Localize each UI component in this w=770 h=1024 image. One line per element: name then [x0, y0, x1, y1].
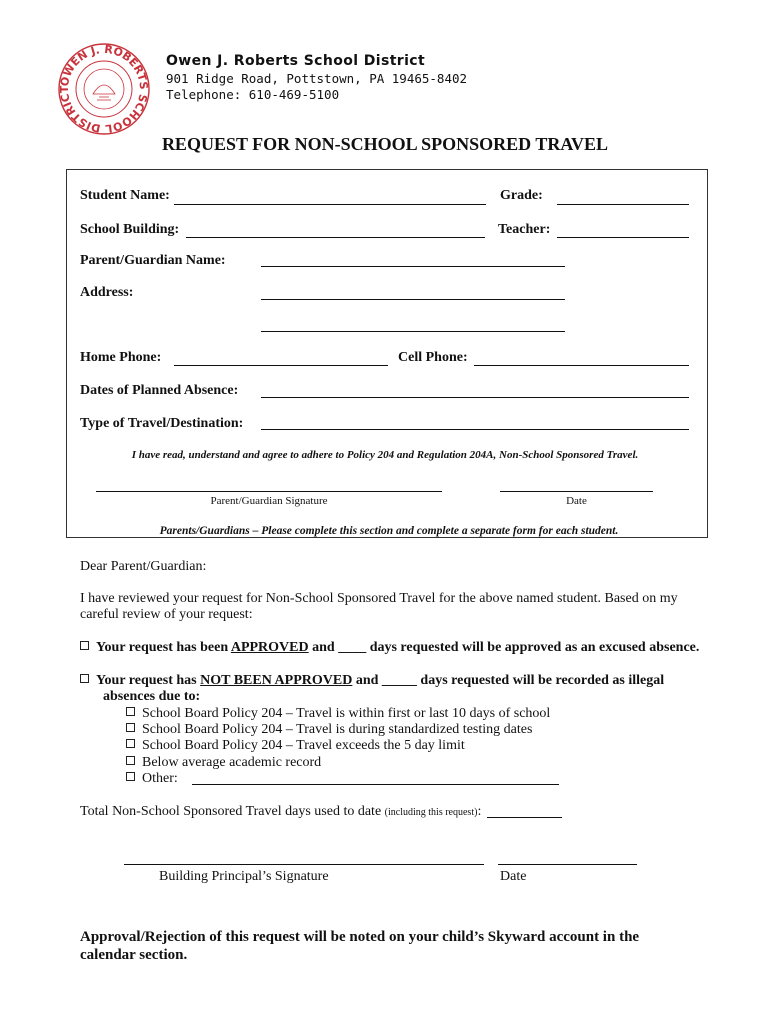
principal-date-label: Date	[500, 869, 527, 884]
not-approved-continuation: absences due to:	[103, 689, 201, 704]
reason-item: Other:	[126, 771, 178, 787]
principal-date-field[interactable]	[498, 864, 637, 865]
parent-signature-field[interactable]	[96, 491, 442, 492]
not-approved-checkbox[interactable]	[80, 674, 89, 683]
teacher-label: Teacher:	[498, 222, 551, 237]
parent-date-label: Date	[566, 495, 587, 507]
teacher-field[interactable]	[557, 237, 689, 238]
footer-note: Approval/Rejection of this request will be noted on your child’s Skyward account in the calendar section.	[80, 929, 640, 963]
travel-field[interactable]	[261, 429, 689, 430]
letter-greeting: Dear Parent/Guardian:	[80, 559, 207, 574]
reason-item: School Board Policy 204 – Travel exceeds the 5 day limit	[126, 738, 465, 754]
travel-label: Type of Travel/Destination:	[80, 416, 244, 431]
approved-option: Your request has been APPROVED and ____ days requested will be approved as an excused absence.	[80, 640, 699, 656]
not-approved-word: NOT BEEN APPROVED	[200, 673, 353, 688]
total-days-field[interactable]	[487, 817, 562, 818]
parent-signature-label: Parent/Guardian Signature	[210, 495, 328, 507]
district-telephone: Telephone: 610-469-5100	[166, 87, 340, 102]
student-name-field[interactable]	[174, 204, 486, 205]
parent-date-field[interactable]	[500, 491, 653, 492]
approved-checkbox[interactable]	[80, 641, 89, 650]
grade-field[interactable]	[557, 204, 689, 205]
reason-checkbox[interactable]	[126, 723, 135, 732]
svg-text:OWEN J. ROBERTS SCHOOL DISTRIC: OWEN J. ROBERTS SCHOOL DISTRICT	[57, 42, 151, 136]
reason-checkbox[interactable]	[126, 707, 135, 716]
district-seal-logo	[57, 42, 151, 136]
form-title: REQUEST FOR NON-SCHOOL SPONSORED TRAVEL	[161, 134, 609, 154]
parent-name-field[interactable]	[261, 266, 565, 267]
principal-signature-label: Building Principal’s Signature	[159, 869, 329, 884]
letter-intro-line-1: I have reviewed your request for Non-School Sponsored Travel for the above named student. Based on my	[80, 591, 678, 606]
reason-checkbox[interactable]	[126, 756, 135, 765]
home-phone-label: Home Phone:	[80, 350, 162, 365]
cell-phone-field[interactable]	[474, 365, 689, 366]
home-phone-field[interactable]	[174, 365, 388, 366]
approved-word: APPROVED	[230, 640, 309, 655]
school-building-label: School Building:	[80, 222, 180, 237]
grade-label: Grade:	[500, 188, 543, 203]
total-days-label: Total Non-School Sponsored Travel days used to date (including this request):	[80, 804, 482, 819]
dates-field[interactable]	[261, 397, 689, 398]
reason-item: Below average academic record	[126, 755, 321, 771]
parent-name-label: Parent/Guardian Name:	[80, 253, 226, 268]
address-label: Address:	[80, 285, 134, 300]
address-field-1[interactable]	[261, 299, 565, 300]
reason-item: School Board Policy 204 – Travel is during standardized testing dates	[126, 722, 532, 738]
reason-item: School Board Policy 204 – Travel is within first or last 10 days of school	[126, 706, 550, 722]
other-reason-field[interactable]	[192, 784, 559, 785]
letter-intro-line-2: careful review of your request:	[80, 607, 253, 622]
address-field-2[interactable]	[261, 331, 565, 332]
reason-checkbox[interactable]	[126, 739, 135, 748]
reason-checkbox[interactable]	[126, 772, 135, 781]
district-name: Owen J. Roberts School District	[166, 53, 426, 69]
cell-phone-label: Cell Phone:	[398, 350, 468, 365]
dates-label: Dates of Planned Absence:	[80, 383, 239, 398]
student-name-label: Student Name:	[80, 188, 170, 203]
form-instruction: Parents/Guardians – Please complete this section and complete a separate form for each student.	[159, 525, 619, 537]
principal-signature-field[interactable]	[124, 864, 484, 865]
district-address: 901 Ridge Road, Pottstown, PA 19465-8402	[166, 71, 468, 86]
agreement-statement: I have read, understand and agree to adhere to Policy 204 and Regulation 204A, Non-School Sponsored Travel.	[131, 449, 639, 461]
school-building-field[interactable]	[186, 237, 485, 238]
not-approved-option: Your request has NOT BEEN APPROVED and _____ days requested will be recorded as illegal	[80, 673, 664, 689]
